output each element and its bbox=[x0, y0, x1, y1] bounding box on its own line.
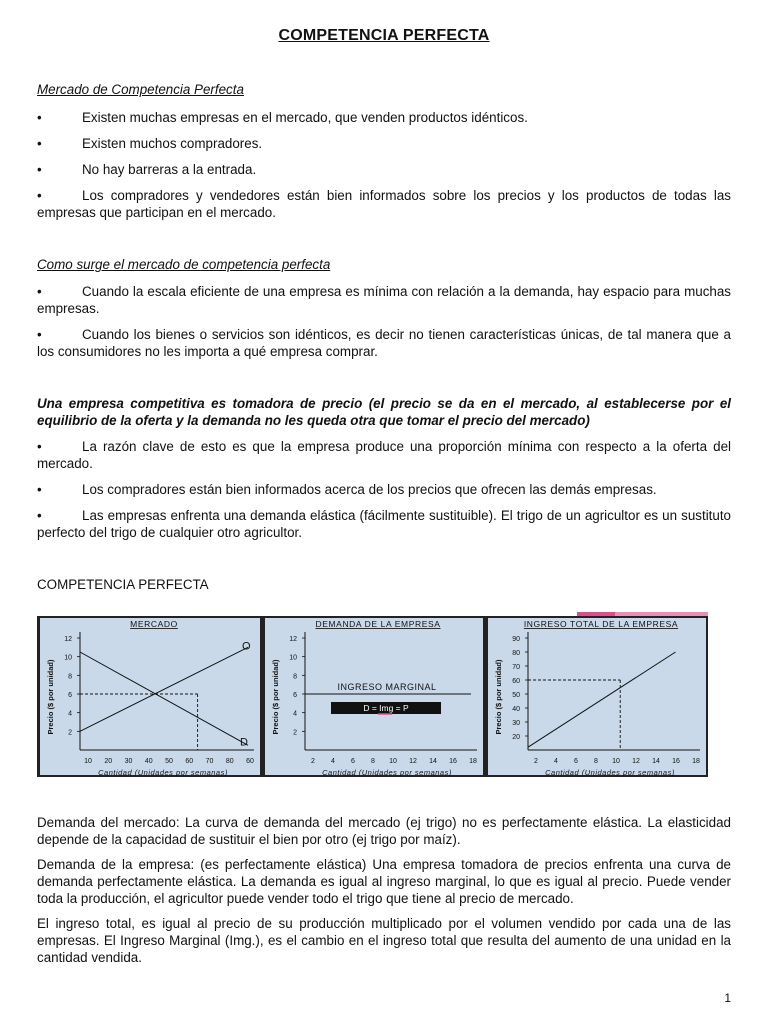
x-tick-label: 6 bbox=[574, 758, 578, 765]
y-tick-label: 60 bbox=[512, 678, 520, 685]
x-tick-label: 40 bbox=[144, 758, 153, 765]
x-tick-label: 6 bbox=[351, 758, 355, 765]
x-tick-label: 10 bbox=[84, 758, 92, 765]
charts-label: COMPETENCIA PERFECTA bbox=[37, 577, 209, 592]
chart-title: MERCADO bbox=[130, 619, 178, 629]
list-item: • Cuando los bienes o servicios son idénticos, es decir no tienen características únicas, de tal manera que a los consumidores no les importa a qué empresa comprar. bbox=[37, 327, 731, 359]
panel-background bbox=[488, 618, 706, 775]
x-tick-label: 16 bbox=[672, 758, 680, 765]
y-axis-label: Precio ($ por unidad) bbox=[46, 659, 55, 735]
y-tick-label: 2 bbox=[293, 729, 297, 737]
y-tick-label: 30 bbox=[512, 720, 520, 727]
y-tick-label: 80 bbox=[512, 650, 520, 657]
x-tick-label: 8 bbox=[371, 758, 375, 765]
x-tick-label: 8 bbox=[594, 758, 598, 765]
y-tick-label: 8 bbox=[68, 673, 72, 681]
y-tick-label: 6 bbox=[68, 692, 72, 699]
chart-title: DEMANDA DE LA EMPRESA bbox=[315, 619, 441, 629]
chart-title: INGRESO TOTAL DE LA EMPRESA bbox=[523, 619, 679, 629]
x-tick-label: 70 bbox=[205, 758, 214, 765]
y-tick-label: 20 bbox=[512, 734, 520, 741]
section2-heading: Como surge el mercado de competencia perfecta bbox=[37, 257, 331, 272]
paragraph-total-revenue: El ingreso total, es igual al precio de su producción multiplicado por el volumen vendido por cada una de las empresas. El Ingreso Marginal (Img.), es el cambio en el ingreso total que resulta del aumento de una unidad en la cantidad vendida. bbox=[37, 916, 731, 965]
x-tick-label: 12 bbox=[632, 758, 640, 765]
x-tick-label: 18 bbox=[469, 758, 477, 765]
x-tick-label: 14 bbox=[652, 758, 660, 765]
y-tick-label: 10 bbox=[289, 654, 297, 662]
list-item: • La razón clave de esto es que la empresa produce una proporción mínima con respecto a la oferta del mercado. bbox=[37, 439, 731, 471]
list-item: • Cuando la escala eficiente de una empresa es mínima con relación a la demanda, hay espacio para muchas empresas. bbox=[37, 284, 731, 316]
x-tick-label: 12 bbox=[409, 758, 417, 765]
page-title: COMPETENCIA PERFECTA bbox=[278, 27, 490, 44]
list-item: • Existen muchos compradores. bbox=[37, 136, 263, 151]
x-tick-label: 2 bbox=[311, 758, 315, 765]
x-tick-label: 60 bbox=[246, 758, 254, 765]
annotation-label: D = Img = P bbox=[363, 703, 409, 713]
panel-background bbox=[265, 618, 483, 775]
y-tick-label: 50 bbox=[512, 692, 520, 699]
charts-figure bbox=[37, 612, 708, 777]
x-tick-label: 14 bbox=[429, 758, 437, 765]
x-tick-label: 80 bbox=[225, 758, 234, 765]
x-tick-label: 4 bbox=[331, 758, 335, 765]
series-label: INGRESO MARGINAL bbox=[337, 682, 437, 692]
list-item: • Existen muchas empresas en el mercado, que venden productos idénticos. bbox=[37, 110, 528, 125]
x-tick-label: 4 bbox=[554, 758, 558, 765]
x-axis-label: Cantidad (Unidades por semanas) bbox=[98, 768, 228, 777]
y-tick-label: 4 bbox=[293, 710, 297, 718]
x-tick-label: 2 bbox=[534, 758, 538, 765]
x-tick-label: 60 bbox=[185, 758, 194, 765]
y-tick-label: 6 bbox=[293, 692, 297, 699]
x-axis-label: Cantidad (Unidades por semanas) bbox=[322, 768, 452, 777]
y-axis-label: Precio ($ por unidad) bbox=[271, 659, 280, 735]
x-tick-label: 30 bbox=[124, 758, 133, 765]
list-item: • Las empresas enfrenta una demanda elástica (fácilmente sustituible). El trigo de un agricultor es un sustituto perfecto del trigo de cualquier otro agricultor. bbox=[37, 508, 731, 540]
accent-bar-light bbox=[615, 612, 708, 616]
paragraph-market-demand: Demanda del mercado: La curva de demanda del mercado (ej trigo) no es perfectamente elástica. La elasticidad depende de la capacidad de sustituir el bien por otro (ej trigo por maíz). bbox=[37, 815, 731, 847]
y-tick-label: 10 bbox=[64, 654, 72, 662]
chart-panel-market bbox=[40, 618, 260, 777]
y-tick-label: 4 bbox=[68, 710, 72, 718]
y-tick-label: 12 bbox=[289, 636, 297, 643]
series-label: D bbox=[240, 736, 248, 749]
y-tick-label: 70 bbox=[512, 664, 520, 671]
list-item: • No hay barreras a la entrada. bbox=[37, 162, 257, 177]
chart-panel-total-revenue bbox=[488, 618, 706, 777]
y-tick-label: 40 bbox=[512, 706, 520, 713]
y-tick-label: 12 bbox=[64, 636, 72, 643]
x-tick-label: 10 bbox=[612, 758, 620, 765]
x-tick-label: 18 bbox=[692, 758, 700, 765]
section1-heading: Mercado de Competencia Perfecta bbox=[37, 82, 244, 97]
y-tick-label: 90 bbox=[512, 636, 520, 643]
x-tick-label: 50 bbox=[165, 758, 173, 765]
paragraph-firm-demand: Demanda de la empresa: (es perfectamente elástica) Una empresa tomadora de precios enfrenta una curva de demanda perfectamente elástica. La demanda es igual al ingreso marginal, lo que es igual al precio. Puede vender toda la producción, el agricultor puede vender todo el trigo que tiene al precio de mercado. bbox=[37, 857, 731, 906]
page-number: 1 bbox=[724, 991, 731, 1005]
list-item: • Los compradores y vendedores están bien informados sobre los precios y los productos de todas las empresas que participan en el mercado. bbox=[37, 188, 731, 220]
x-axis-label: Cantidad (Unidades por semanas) bbox=[545, 768, 675, 777]
list-item: • Los compradores están bien informados acerca de los precios que ofrecen las demás empresas. bbox=[37, 482, 657, 497]
chart-panel-firm-demand bbox=[265, 618, 483, 777]
x-tick-label: 10 bbox=[389, 758, 397, 765]
y-tick-label: 8 bbox=[293, 673, 297, 681]
y-axis-label: Precio ($ por unidad) bbox=[494, 659, 503, 735]
x-tick-label: 20 bbox=[104, 758, 113, 765]
series-label: O bbox=[242, 640, 251, 653]
section3-heading: Una empresa competitiva es tomadora de precio (el precio se da en el mercado, al establecerse por el equilibrio de la oferta y la demanda no les queda otra que tomar el precio del mercado) bbox=[37, 396, 731, 428]
x-tick-label: 16 bbox=[449, 758, 457, 765]
y-tick-label: 2 bbox=[68, 729, 72, 737]
